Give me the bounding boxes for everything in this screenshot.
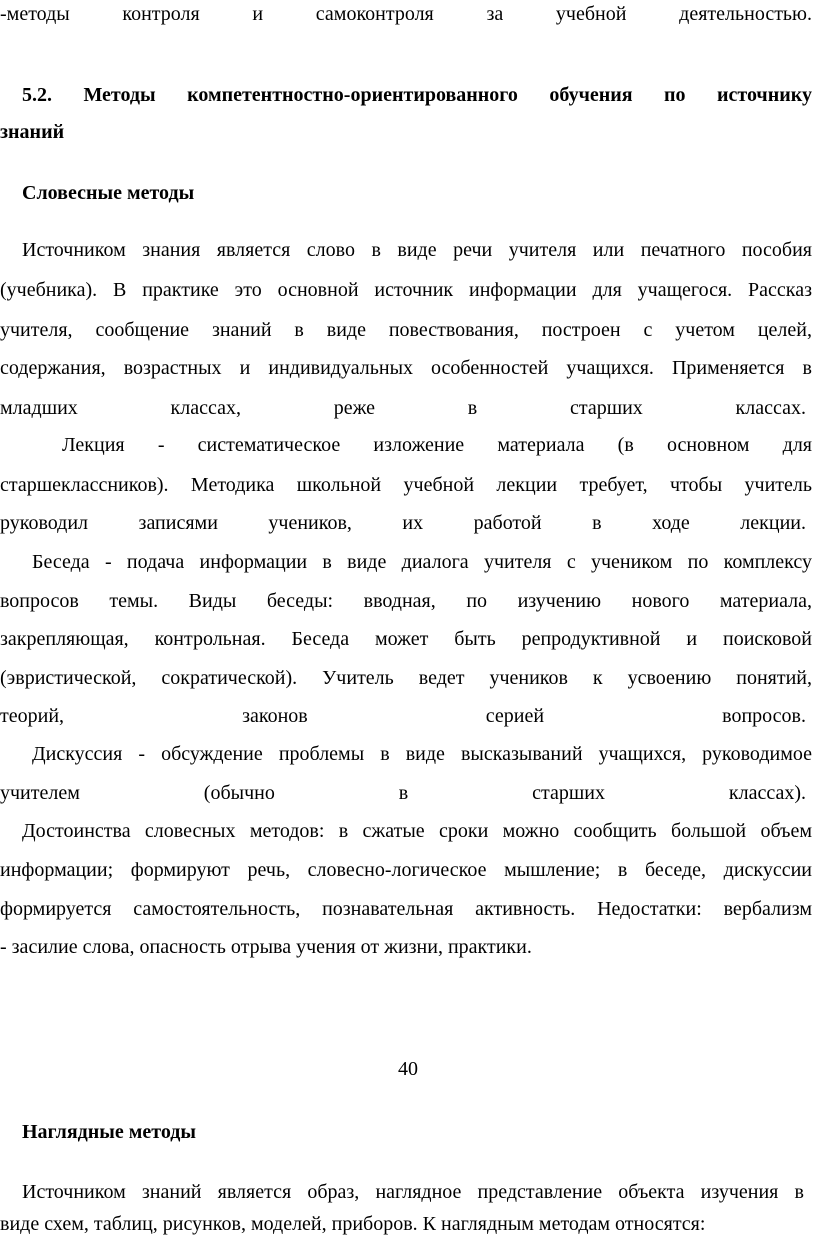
paragraph-line: Источником знаний является образ, наглядное представление объекта изучения в: [22, 1181, 804, 1203]
paragraph-line: формируется самостоятельность, познавательная активность. Недостатки: вербализм: [0, 898, 812, 920]
paragraph-line: Достоинства словесных методов: в сжатые сроки можно сообщить большой объем: [22, 820, 812, 842]
paragraph-line: старшеклассников). Методика школьной учебной лекции требует, чтобы учитель: [0, 474, 812, 496]
paragraph-line: Беседа - подача информации в виде диалога учителя с учеником по комплексу: [32, 551, 812, 573]
paragraph-line: Источником знания является слово в виде речи учителя или печатного пособия: [22, 239, 812, 261]
paragraph-line: информации; формируют речь, словесно-логическое мышление; в беседе, дискуссии: [0, 859, 812, 881]
paragraph-line: Дискуссия - обсуждение проблемы в виде высказываний учащихся, руководимое: [32, 743, 812, 765]
page-number: 40: [398, 1058, 418, 1080]
paragraph-line: виде схем, таблиц, рисунков, моделей, приборов. К наглядным методам относятся:: [0, 1213, 706, 1235]
paragraph-line: Лекция - систематическое изложение материала (в основном для: [62, 434, 812, 456]
paragraph-line: младших классах, реже в старших классах.: [0, 397, 806, 419]
paragraph-line: закрепляющая, контрольная. Беседа может быть репродуктивной и поисковой: [0, 628, 812, 650]
verbal-methods-title: Словесные методы: [22, 182, 195, 204]
paragraph-line: учителем (обычно в старших классах).: [0, 782, 806, 804]
paragraph-line: учителя, сообщение знаний в виде повествования, построен с учетом целей,: [0, 319, 812, 341]
section-heading: 5.2. Методы компетентностно-ориентированного обучения по источнику: [22, 84, 812, 106]
paragraph-line: руководил записями учеников, их работой в ходе лекции.: [0, 512, 806, 534]
paragraph-line: содержания, возрастных и индивидуальных особенностей учащихся. Применяется в: [0, 357, 812, 379]
paragraph-line: (эвристической, сократической). Учитель ведет учеников к усвоению понятий,: [0, 667, 812, 689]
intro-line: -методы контроля и самоконтроля за учебной деятельностью.: [0, 3, 812, 25]
paragraph-line: - засилие слова, опасность отрыва учения от жизни, практики.: [0, 936, 532, 958]
paragraph-line: вопросов темы. Виды беседы: вводная, по изучению нового материала,: [0, 590, 812, 612]
paragraph-line: теорий, законов серией вопросов.: [0, 705, 806, 727]
section-heading-continued: знаний: [0, 121, 65, 143]
paragraph-line: (учебника). В практике это основной источник информации для учащегося. Рассказ: [0, 279, 812, 301]
visual-methods-title: Наглядные методы: [22, 1121, 197, 1143]
